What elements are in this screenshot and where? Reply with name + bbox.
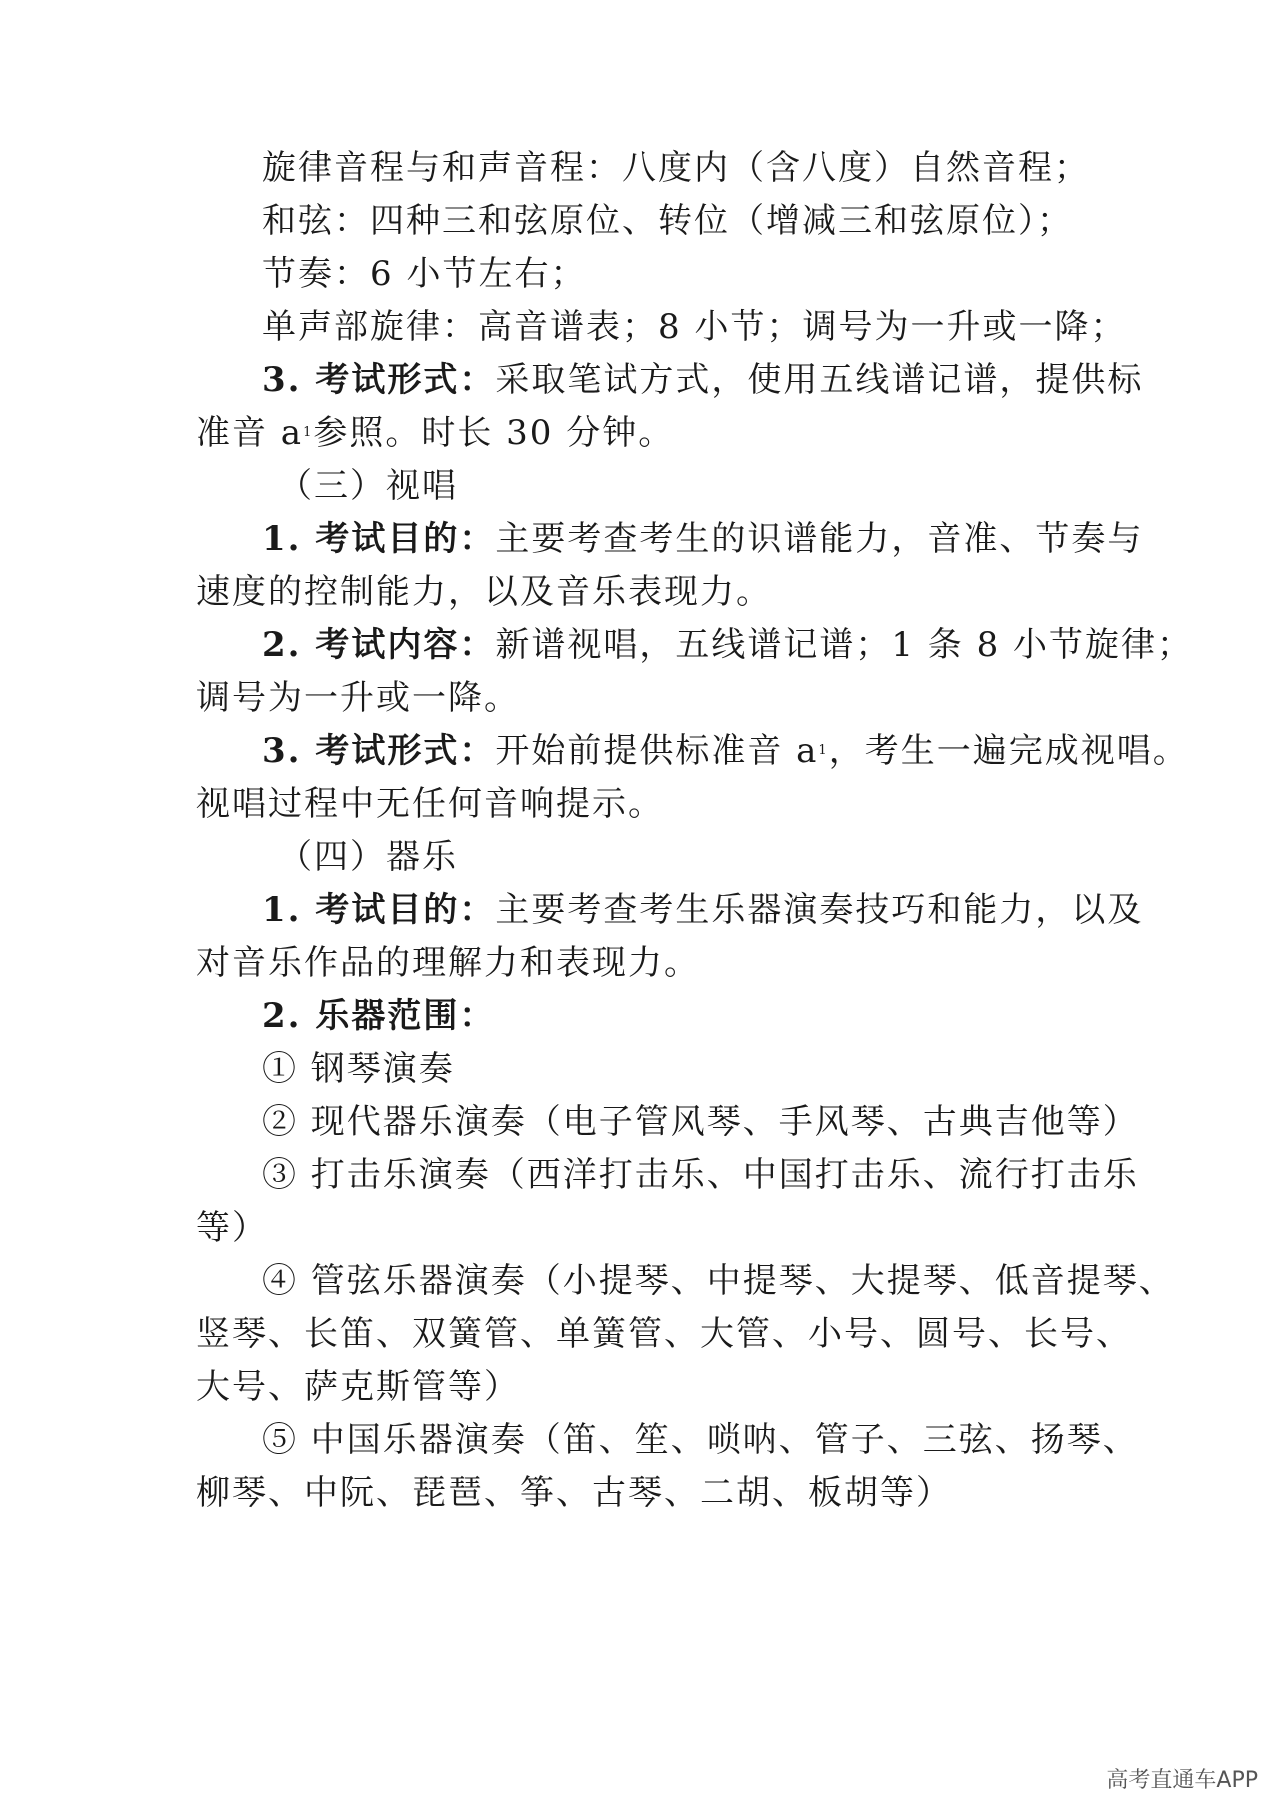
text: 节奏：6 小节左右； (262, 254, 587, 294)
text: 速度的控制能力，以及音乐表现力。 (196, 572, 772, 612)
text: 视唱过程中无任何音响提示。 (196, 784, 664, 824)
list-item-continuation (196, 1306, 1132, 1355)
text: 准音 a (196, 413, 304, 453)
list-item-continuation (196, 1200, 268, 1249)
text: ① 钢琴演奏 (262, 1049, 455, 1089)
text-line (196, 776, 664, 825)
text-line (262, 246, 586, 295)
text: ④ 管弦乐器演奏（小提琴、中提琴、大提琴、低音提琴、 (262, 1261, 1175, 1301)
text: 对音乐作品的理解力和表现力。 (196, 943, 700, 983)
text-line (262, 511, 1143, 560)
list-item-continuation (196, 1465, 952, 1514)
list-item (262, 1041, 455, 1090)
item-label: 2. 考试内容： (262, 625, 496, 665)
text-line (196, 935, 700, 984)
item-label: 2. 乐器范围： (262, 996, 496, 1036)
text: （三）视唱 (278, 466, 458, 506)
text: ⑤ 中国乐器演奏（笛、笙、唢呐、管子、三弦、扬琴、 (262, 1420, 1139, 1460)
item-label: 3. 考试形式： (262, 360, 496, 400)
text: 参照。时长 30 分钟。 (313, 413, 675, 453)
text: 新谱视唱，五线谱记谱；1 条 8 小节旋律； (495, 625, 1194, 665)
text: 大号、萨克斯管等） (196, 1367, 520, 1407)
text: ③ 打击乐演奏（西洋打击乐、中国打击乐、流行打击乐 (262, 1155, 1139, 1195)
list-item-continuation (196, 1359, 520, 1408)
item-label: 1. 考试目的： (262, 519, 496, 559)
text: 柳琴、中阮、琵琶、筝、古琴、二胡、板胡等） (196, 1473, 952, 1513)
text-line (262, 193, 1073, 242)
superscript: 1 (303, 425, 314, 440)
list-item (262, 1253, 1175, 1302)
text-line (262, 617, 1193, 666)
text: 旋律音程与和声音程：八度内（含八度）自然音程； (262, 148, 1090, 188)
text: 调号为一升或一降。 (196, 678, 520, 718)
text: 主要考查考生乐器演奏技巧和能力，以及 (495, 890, 1144, 930)
text-line (262, 140, 1090, 189)
list-item (262, 1147, 1139, 1196)
text: （四）器乐 (278, 837, 458, 877)
list-item (262, 1094, 1139, 1143)
text-line (196, 670, 520, 719)
text: 采取笔试方式，使用五线谱记谱，提供标 (495, 360, 1144, 400)
text-line (262, 723, 1189, 772)
text: 等） (196, 1208, 268, 1248)
text-line (262, 882, 1143, 931)
text: 和弦：四种三和弦原位、转位（增减三和弦原位）； (262, 201, 1073, 241)
text-line (262, 299, 1126, 348)
text-line (262, 352, 1143, 401)
item-label: 3. 考试形式： (262, 731, 496, 771)
text: 主要考查考生的识谱能力，音准、节奏与 (495, 519, 1144, 559)
item-label: 1. 考试目的： (262, 890, 496, 930)
text: 开始前提供标准音 a (495, 731, 819, 771)
list-item (262, 1412, 1139, 1461)
superscript: 1 (818, 743, 829, 758)
watermark: 高考直通车APP (1106, 1768, 1258, 1793)
text: ② 现代器乐演奏（电子管风琴、手风琴、古典吉他等） (262, 1102, 1139, 1142)
text: 竖琴、长笛、双簧管、单簧管、大管、小号、圆号、长号、 (196, 1314, 1132, 1354)
text: 单声部旋律：高音谱表；8 小节；调号为一升或一降； (262, 307, 1127, 347)
section-heading (278, 829, 458, 878)
section-heading (278, 458, 458, 507)
text-line (262, 988, 495, 1037)
text: ，考生一遍完成视唱。 (828, 731, 1189, 771)
text-line (196, 564, 772, 613)
text-line (196, 405, 674, 454)
